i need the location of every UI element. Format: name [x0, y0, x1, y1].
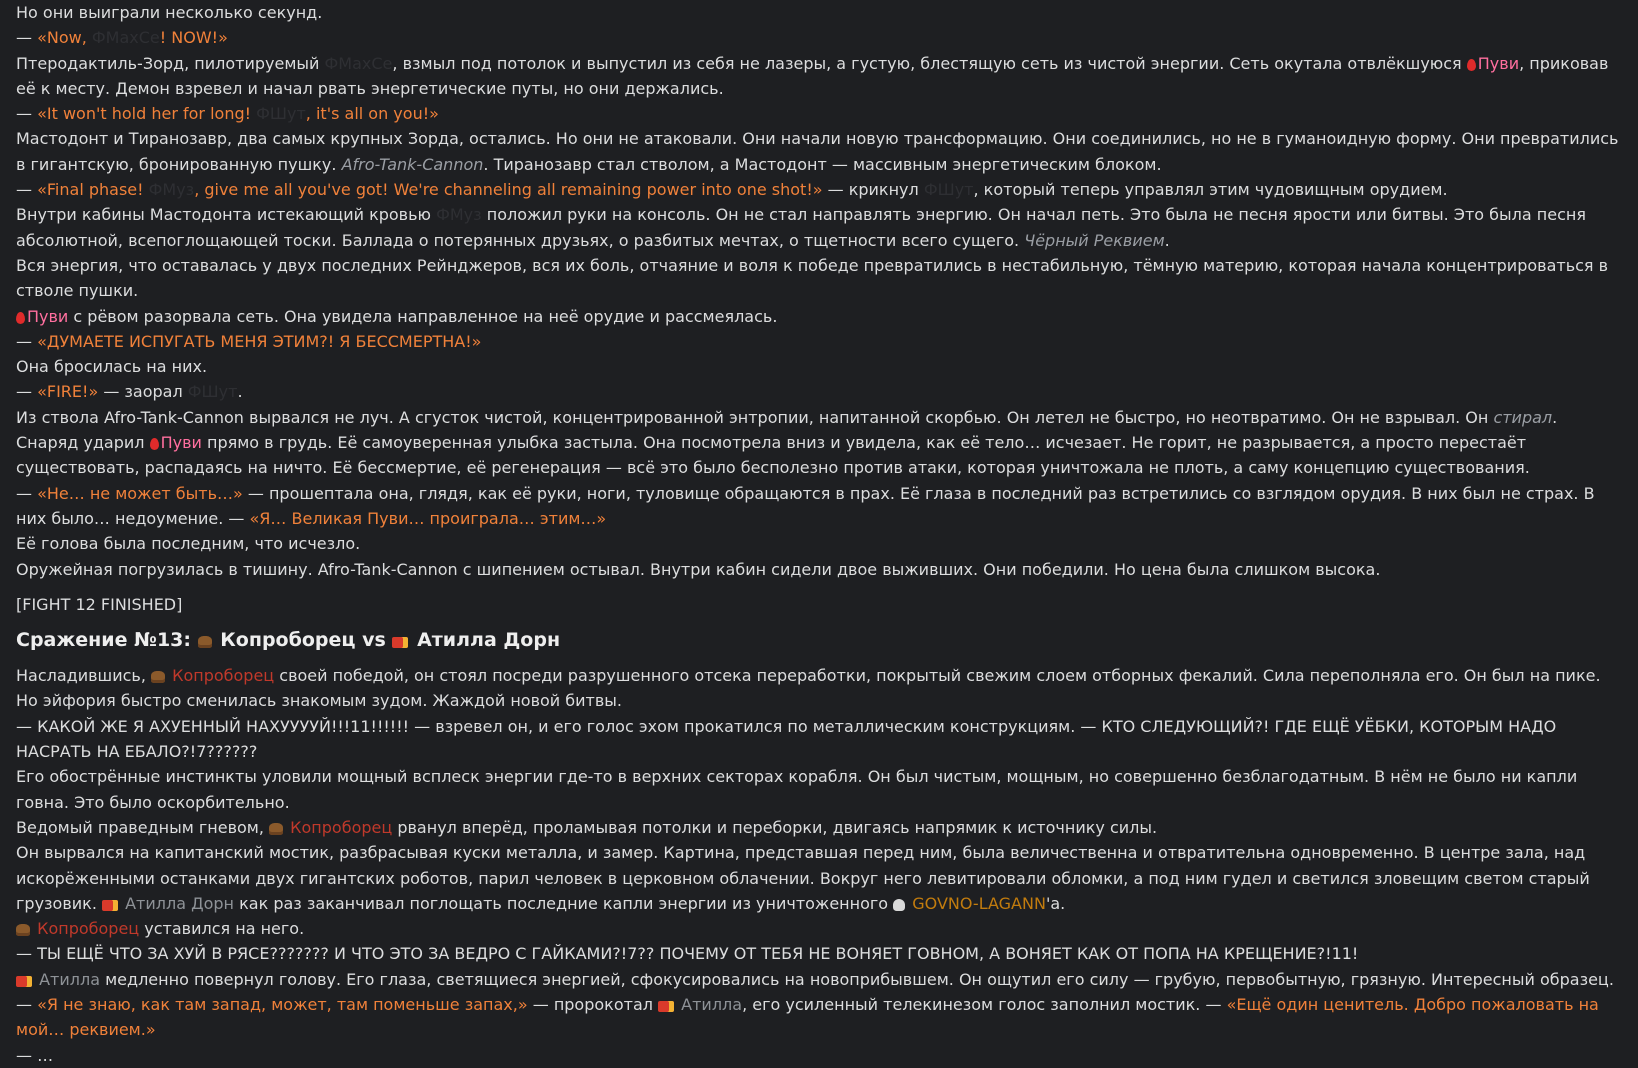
chat-line	[16, 329, 1622, 354]
dash: —	[16, 180, 38, 200]
chat-line	[16, 177, 1622, 202]
line-text: .	[1552, 407, 1558, 427]
player-name-puvi[interactable]: Пуви	[160, 433, 202, 453]
chat-line	[16, 354, 1622, 379]
italic-text: стирал	[1493, 407, 1553, 427]
line-text: уставился на него.	[139, 919, 305, 939]
player-name-koproborec[interactable]: Копроборец	[37, 919, 140, 939]
poop-icon	[269, 823, 283, 835]
blood-drop-icon	[150, 438, 159, 450]
line-text: Но они выиграли несколько секунд.	[16, 3, 323, 22]
player-name[interactable]: ФМуз	[436, 205, 482, 225]
fighter-1-name: Копроборец	[220, 629, 356, 652]
line-text: .	[237, 382, 243, 402]
player-name-koproborec[interactable]: Копроборец	[290, 817, 393, 837]
line-text: , взмыл под потолок и выпустил из себя не лазеры, а густую, блестящую сеть из чистой энергии. Сеть окутала отвлёкшуюся	[392, 53, 1467, 73]
line-text: Внутри кабины Мастодонта истекающий кровью	[16, 205, 437, 225]
line-text: как раз заканчивал поглощать последние капли энергии из уничтоженного	[234, 893, 894, 913]
line-text: Птеродактиль-Зорд, пилотируемый	[16, 53, 325, 73]
quote: «Я… Великая Пуви… проиграла… этим…»	[249, 508, 607, 528]
player-name-atilla[interactable]: Атилла	[39, 969, 101, 989]
line-text: — прошептала она, глядя, как её руки, ноги, туловище обращаются в прах. Её глаза в последний раз встретились со взглядом орудия. В них был не страх. В них было… недоумение. —	[16, 483, 1595, 528]
chat-line	[16, 126, 1622, 177]
line-text: , который теперь управлял этим чудовищным орудием.	[973, 180, 1448, 200]
quote: «ДУМАЕТЕ ИСПУГАТЬ МЕНЯ ЭТИМ?! Я БЕССМЕРТНА!»	[37, 331, 482, 351]
chat-line	[16, 531, 1622, 556]
truck-icon	[392, 637, 408, 648]
chat-line	[16, 815, 1622, 840]
chat-line	[16, 663, 1622, 714]
chat-line	[16, 51, 1622, 102]
line-text: , его усиленный телекинезом голос заполнил мостик. —	[742, 994, 1227, 1014]
quote: «Я не знаю, как там запад, может, там поменьше запах,»	[37, 994, 528, 1014]
fight-status	[16, 592, 1622, 617]
line-text: — …	[16, 1045, 54, 1065]
chat-line	[16, 916, 1622, 941]
player-name-atilla[interactable]: Атилла Дорн	[125, 893, 235, 913]
player-name[interactable]: ФМуз	[148, 180, 195, 200]
player-name[interactable]: ФШут	[923, 180, 974, 200]
chat-line	[16, 840, 1622, 916]
line-text: рванул вперёд, проламывая потолки и переборки, двигаясь напрямик к источнику силы.	[392, 817, 1158, 837]
player-name-puvi[interactable]: Пуви	[1477, 53, 1520, 73]
chat-line	[16, 481, 1622, 532]
dash: —	[16, 382, 38, 402]
player-name[interactable]: ФШут	[187, 382, 238, 402]
line-text: с рёвом разорвала сеть. Она увидела направленное на неё орудие и рассмеялась.	[68, 306, 778, 326]
line-text: . Тиранозавр стал стволом, а Мастодонт — массивным энергетическим блоком.	[483, 154, 1162, 174]
chat-line	[16, 379, 1622, 404]
line-text: — КАКОЙ ЖЕ Я АХУЕННЫЙ НАХУУУУЙ!!!11!!!!!! — взревел он, и его голос эхом прокатился по металлическим конструкциям. — КТО СЛЕДУЮЩИЙ?! ГДЕ ЕЩЁ УЁБКИ, КОТОРЫМ НАДО НАСРАТЬ НА ЕБАЛО?!7??????	[16, 716, 1557, 762]
line-text: Мастодонт и Тиранозавр, два самых крупных Зорда, остались. Но они не атаковали. Они начали новую трансформацию. Они соединились, но не в гуманоидную форму. Они превратились в гигантскую, бронированную пушку.	[16, 129, 1619, 174]
fight-heading	[16, 627, 1622, 653]
chat-line	[16, 253, 1622, 304]
chat-line	[16, 714, 1622, 765]
blood-drop-icon	[1467, 59, 1476, 71]
quote: «Ещё один ценитель. Добро пожаловать на мой… реквием.»	[16, 994, 1599, 1040]
line-text: Его обострённые инстинкты уловили мощный всплеск энергии где-то в верхних секторах корабля. Он был чистым, мощным, но совершенно безблагодатным. В нём не было ни капли говна. Это было оскорбительно.	[16, 767, 1578, 812]
quote: «Now,	[37, 28, 92, 48]
player-name[interactable]: ФШут	[256, 104, 306, 124]
quote: «FIRE!»	[37, 382, 99, 402]
line-text: , приковав её к месту. Демон взревел и начал рвать энергетические путы, но они держались.	[16, 53, 1609, 98]
chat-line	[16, 967, 1622, 992]
line-text: .	[1164, 230, 1170, 250]
chat-line	[16, 764, 1622, 815]
dash: —	[16, 331, 38, 351]
truck-icon	[658, 1001, 674, 1012]
dash: —	[16, 483, 38, 503]
italic-text: Afro-Tank-Cannon	[341, 154, 484, 174]
chat-line	[16, 101, 1622, 126]
line-text: положил руки на консоль. Он не стал направлять энергию. Он начал петь. Это была не песня ярости или битвы. Это была песня абсолютной, всепоглощающей тоски. Баллада о потерянных друзьях, о разбитых мечтах, о тщетности всего сущего.	[16, 205, 1586, 250]
status-text: [FIGHT 12 FINISHED]	[16, 594, 183, 614]
line-text: Насладившись,	[16, 666, 151, 686]
chat-line	[16, 941, 1622, 966]
poop-icon	[16, 924, 30, 936]
line-text: Из ствола Afro-Tank-Cannon вырвался не луч. А сгусток чистой, концентрированной энтропии, напитанной скорбью. Он летел не быстро, но неотвратимо. Он не взрывал. Он	[16, 407, 1494, 427]
player-name-govno[interactable]: GOVNO-LAGANN	[912, 893, 1046, 913]
dash: —	[16, 994, 38, 1014]
line-text: Ведомый праведным гневом,	[16, 817, 270, 837]
chat-line	[16, 1043, 1622, 1068]
versus-text: vs	[355, 629, 393, 652]
dash: —	[16, 28, 38, 48]
line-text: — ТЫ ЕЩЁ ЧТО ЗА ХУЙ В РЯСЕ??????? И ЧТО ЭТО ЗА ВЕДРО С ГАЙКАМИ?!7?? ПОЧЕМУ ОТ ТЕБЯ НЕ ВОНЯЕТ ГОВНОМ, А ВОНЯЕТ КАК ОТ ПОПА НА КРЕЩЕНИЕ?!11!	[16, 944, 1359, 964]
poop-icon	[151, 671, 165, 683]
poop-icon	[198, 636, 212, 648]
dash: —	[16, 104, 38, 124]
fighter-2-name: Атилла Дорн	[417, 629, 561, 652]
line-text: — пророкотал	[527, 994, 659, 1014]
chat-line	[16, 405, 1622, 430]
blood-drop-icon	[16, 312, 25, 324]
line-text: медленно повернул голову. Его глаза, светящиеся энергией, сфокусировались на новоприбывшем. Он ощутил его силу — грубую, первобытную, грязную. Интересный образец.	[100, 969, 1614, 989]
chat-line	[16, 0, 1622, 25]
truck-icon	[102, 900, 118, 911]
chat-line	[16, 25, 1622, 50]
italic-text: Чёрный Реквием	[1024, 230, 1165, 250]
line-text: — крикнул	[822, 180, 924, 200]
chat-line	[16, 430, 1622, 481]
line-text: Вся энергия, что оставалась у двух последних Рейнджеров, вся их боль, отчаяние и воля к победе превратились в нестабильную, тёмную материю, которая начала концентрироваться в стволе пушки.	[16, 255, 1609, 301]
heading-text: Сражение №13:	[16, 629, 198, 652]
line-text: Она бросилась на них.	[16, 357, 208, 377]
line-text: — заорал	[98, 382, 188, 402]
line-text: Оружейная погрузилась в тишину. Afro-Tank-Cannon с шипением остывал. Внутри кабин сидели двое выживших. Они победили. Но цена была слишком высока.	[16, 559, 1381, 579]
skull-icon	[893, 899, 905, 911]
line-text: прямо в грудь. Её самоуверенная улыбка застыла. Она посмотрела вниз и увидела, как её тело… исчезает. Не горит, не разрывается, а просто перестаёт существовать, распадаясь на ничто. Её бессмертие, её регенерация — всё это было бесполезно против атаки, которая уничтожала не плоть, а саму концепцию существования.	[16, 433, 1530, 478]
quote: «It won't hold her for long!	[37, 104, 257, 124]
chat-line	[16, 304, 1622, 329]
line-text: Снаряд ударил	[16, 433, 150, 453]
player-name[interactable]: ФMaxCe	[91, 28, 160, 48]
chat-line	[16, 992, 1622, 1043]
line-text: Её голова была последним, что исчезло.	[16, 534, 361, 554]
player-name[interactable]: ФMaxCe	[324, 53, 393, 73]
quote: «Не… не может быть…»	[37, 483, 243, 503]
quote: , it's all on you!»	[305, 104, 439, 124]
chat-line	[16, 557, 1622, 582]
truck-icon	[16, 976, 32, 987]
quote: ! NOW!»	[159, 28, 228, 48]
player-name-atilla[interactable]: Атилла	[681, 994, 743, 1014]
player-name-puvi[interactable]: Пуви	[27, 306, 69, 326]
chat-line	[16, 202, 1622, 253]
quote: «Final phase!	[37, 180, 149, 200]
line-text: Он вырвался на капитанский мостик, разбрасывая куски металла, и замер. Картина, представшая перед ним, была величественна и отвратительна одновременно. В центре зала, над искорёженными останками двух гигантских роботов, парил человек в церковном облачении. Вокруг него левитировали обломки, а под ним гудел и светился зловещим светом старый грузовик.	[16, 843, 1590, 913]
line-text: 'а.	[1045, 893, 1066, 913]
quote: , give me all you've got! We're channeling all remaining power into one shot!»	[194, 180, 823, 200]
line-text: своей победой, он стоял посреди разрушенного отсека переработки, покрытый свежим слоем отборных фекалий. Сила переполняла его. Он был на пике. Но эйфория быстро сменилась знакомым зудом. Жаждой новой битвы.	[16, 666, 1601, 711]
player-name-koproborec[interactable]: Копроборец	[172, 666, 275, 686]
